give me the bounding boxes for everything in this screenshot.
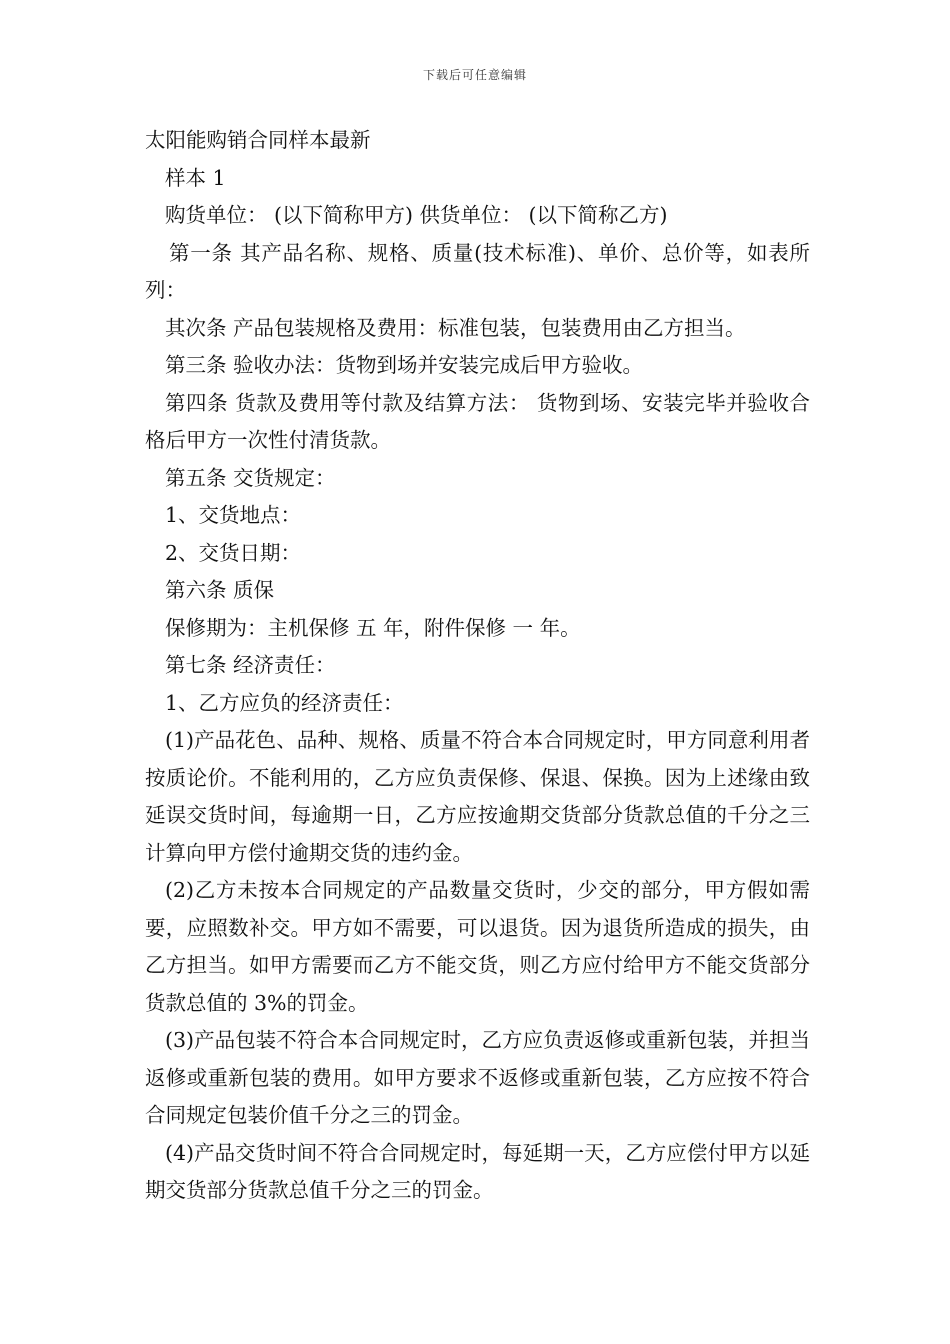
article-5-item-2: 2、交货日期： [165, 540, 302, 565]
clause-3: (3)产品包装不符合本合同规定时，乙方应负责返修或重新包装，并担当返修或重新包装的费用。如甲方要求不返修或重新包装，乙方应按不符合合同规定包装价值千分之三的罚金。 [145, 1028, 810, 1127]
article-4: 第四条 货款及费用等付款及结算方法： 货物到场、安装完毕并验收合格后甲方一次性付清货款。 [145, 390, 810, 452]
parties-line: 购货单位： (以下简称甲方) 供货单位： (以下简称乙方) [165, 203, 668, 227]
article-6-body: 保修期为：主机保修 五 年，附件保修 一 年。 [165, 615, 581, 640]
article-7-item-1: 1、乙方应负的经济责任： [165, 690, 404, 715]
clause-1: (1)产品花色、品种、规格、质量不符合本合同规定时，甲方同意利用者按质论价。不能利用的，乙方应负责保修、保退、保换。因为上述缘由致延误交货时间，每逾期一日，乙方应按逾期交货部分货款总值的千分之三计算向甲方偿付逾期交货的违约金。 [145, 728, 810, 865]
article-5: 第五条 交货规定： [165, 465, 336, 490]
article-7: 第七条 经济责任： [165, 653, 336, 677]
article-6: 第六条 质保 [165, 578, 275, 602]
article-1: 第一条 其产品名称、规格、质量(技术标准)、单价、总价等，如表所列： [145, 240, 810, 302]
article-2: 其次条 产品包装规格及费用：标准包装，包装费用由乙方担当。 [165, 315, 746, 340]
document-title: 太阳能购销合同样本最新 [145, 128, 371, 152]
article-5-item-1: 1、交货地点： [165, 503, 302, 527]
header-note: 下载后可任意编辑 [422, 68, 527, 82]
clause-4: (4)产品交货时间不符合合同规定时，每延期一天，乙方应偿付甲方以延期交货部分货款总值千分之三的罚金。 [145, 1140, 810, 1202]
clause-2: (2)乙方未按本合同规定的产品数量交货时，少交的部分，甲方假如需要，应照数补交。甲方如不需要，可以退货。因为退货所造成的损失，由乙方担当。如甲方需要而乙方不能交货，则乙方应付给甲方不能交货部分货款总值的 3%的罚金。 [145, 878, 810, 1015]
article-3: 第三条 验收办法：货物到场并安装完成后甲方验收。 [165, 353, 644, 377]
document-body [145, 122, 810, 1210]
sample-label: 样本 1 [165, 165, 226, 190]
